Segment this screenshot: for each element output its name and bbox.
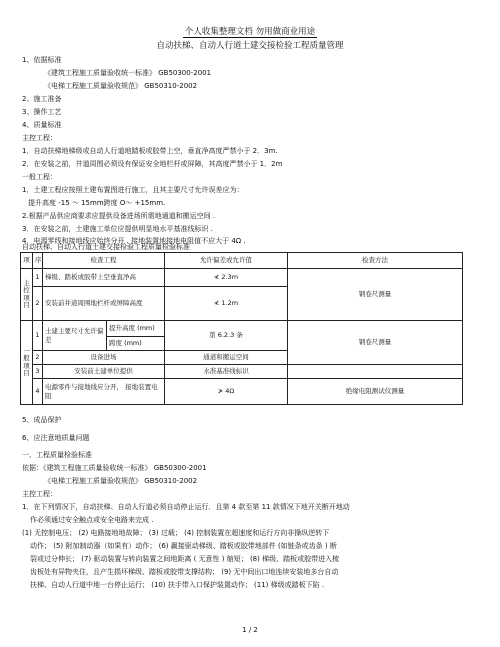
table-header: 允许偏差或允许值 (165, 253, 288, 269)
allowed-value: ≮ 2.3m (165, 269, 288, 287)
subheading: 一、工程质量检验标准 (22, 451, 92, 459)
paragraph-line: 动作； (5) 附加制动器（如果有）动作； (6) 赢接驱动梯级、踏板或胶带地部件 (如链条或齿条 ) 断 (30, 542, 337, 550)
empty-cell (288, 365, 463, 379)
subheading: 一般工程： (22, 173, 57, 181)
section-heading: 1、依据标准 (22, 56, 62, 64)
paragraph-line: 4．电源零线和接地线应始终分开 . 接地装置地接地电阻值不应大于 4Ω . (22, 237, 246, 245)
paragraph-line: 作必须通过安全触点或安全电路来完成 . (30, 516, 154, 524)
paragraph-line: 2.根据产品供应商要求应提供设备进场所需地通道和搬运空间 . (22, 212, 216, 220)
subheading: 主控工程： (22, 134, 57, 142)
paragraph-line: 1．自动扶梯地梯级或自动人行道地踏板或胶带上空，垂直净高度严禁小于 2．3m. (22, 147, 278, 155)
allowed-value: ≮ 1.2m (165, 287, 288, 321)
row-number: 1 (33, 321, 43, 351)
check-item: 梯级、踏板或胶带上空垂直净高 (43, 269, 165, 287)
table-row (21, 321, 463, 337)
row-number: 4 (33, 379, 43, 405)
row-number: 2 (33, 351, 43, 365)
paragraph-line: 1．土建工程应按照土建布置图进行施工，且其主要尺寸允许误差应为： (22, 186, 244, 194)
table-header-row (21, 253, 463, 269)
table-row (21, 379, 463, 405)
allowed-value: ≯ 4Ω (165, 379, 288, 405)
table-caption: 自动扶梯、自动人行道土建交接检验工程质量检验标准 (22, 243, 190, 251)
inspection-table (20, 252, 463, 405)
table-row (21, 269, 463, 287)
check-item: 土建主要尺寸允许偏差 (43, 321, 107, 351)
table-header: 项 (21, 253, 33, 269)
allowed-value: 水准基准线标识 (165, 365, 288, 379)
paragraph-line: 2．在安装之前，井道周围必须设有保证安全地栏杆或屏障，其高度严禁小于 1．2m (22, 160, 283, 168)
row-number: 2 (33, 287, 43, 321)
check-item: 设备进场 (43, 351, 165, 365)
check-method: 钢卷尺测量 (288, 321, 463, 365)
section-heading: 6、应注意地质量问题 (22, 434, 90, 442)
check-method: 绝缘电阻测试仪测量 (288, 379, 463, 405)
check-subitem: 提升高度 (mm) (107, 321, 165, 337)
section-heading: 4、质量标准 (22, 121, 62, 129)
group-label-main: 主控项目 (21, 269, 33, 321)
table-header: 检查方法 (288, 253, 463, 269)
paragraph-line: 1．在下列情况下，自动扶梯、自动人行道必须自动停止运行．且第 4 款至第 11 款情况下地开关断开地动 (22, 503, 350, 511)
paragraph-line: 3．在安装之前，土建施工单位应提供明显地水平基准线标识 . (22, 225, 213, 233)
table-header: 检查工程 (43, 253, 165, 269)
table-row (21, 365, 463, 379)
page-number: 1 / 2 (242, 626, 258, 634)
doc-title: 自动扶梯、自动人行道土建交接检验工程质量管理 (156, 41, 344, 51)
allowed-value: 通道和搬运空间 (165, 351, 288, 365)
paragraph-line: 扶梯、自动人行道中地一台停止运行； (10) 扶手带入口保护装置动作； (11) 梯级或踏板下陷 . (30, 581, 325, 589)
standard-line: 《电梯工程施工质量验收规范》 GB50310-2002 (44, 82, 198, 90)
doc-watermark-header: 个人收集整理文档 勿用做商业用途 (184, 27, 316, 37)
row-number: 3 (33, 365, 43, 379)
check-item: 电源零件与接地线应分开， 接地装置电阻 (43, 379, 165, 405)
check-method: 钢卷尺测量 (288, 269, 463, 321)
check-item: 安装前土建单位提供 (43, 365, 165, 379)
paragraph-line: 提升高度 -15 ～ 15mm跨度 O～ +15mm. (28, 199, 166, 207)
row-number: 1 (33, 269, 43, 287)
paragraph-line: 裂或过分伸长； (7) 驱动装置与转向装置之间地距离 ( 无意性 ) 缩短； (8) 梯级、踏板或胶带进入梳 (30, 555, 340, 563)
paragraph-line: 齿板处有异物夹住，且产生损坏梯级、踏板或胶带支撑结构； (9) 无中间出口地连续安装地多台自动 (30, 568, 339, 576)
standard-line: 《电梯工程施工质量验收规范》 GB50310-2002 (44, 477, 198, 485)
check-subitem: 跨度 (mm) (107, 337, 165, 351)
standard-line: 《建筑工程施工质量验收统一标准》 GB50300-2001 (44, 69, 212, 77)
section-heading: 5、成品保护 (22, 416, 62, 424)
table-header: 序 (33, 253, 43, 269)
section-heading: 2、施工准备 (22, 95, 62, 103)
allowed-value: 第 6.2.3 条 (165, 321, 288, 351)
subheading: 主控工程： (22, 490, 57, 498)
group-label-general: 一般项目 (21, 321, 33, 405)
basis-line: 依据：《建筑工程施工质量验收统一标准》 GB50300-2001 (22, 464, 207, 472)
section-heading: 3、操作工艺 (22, 108, 62, 116)
check-item: 安装前井道周围地栏杆或屏障高度 (43, 287, 165, 321)
paragraph-line: (1) 无控制电压； (2) 电路接地地故障； (3) 过载； (4) 控制装置在超速度和运行方向非操纵逆转下 (22, 529, 330, 537)
